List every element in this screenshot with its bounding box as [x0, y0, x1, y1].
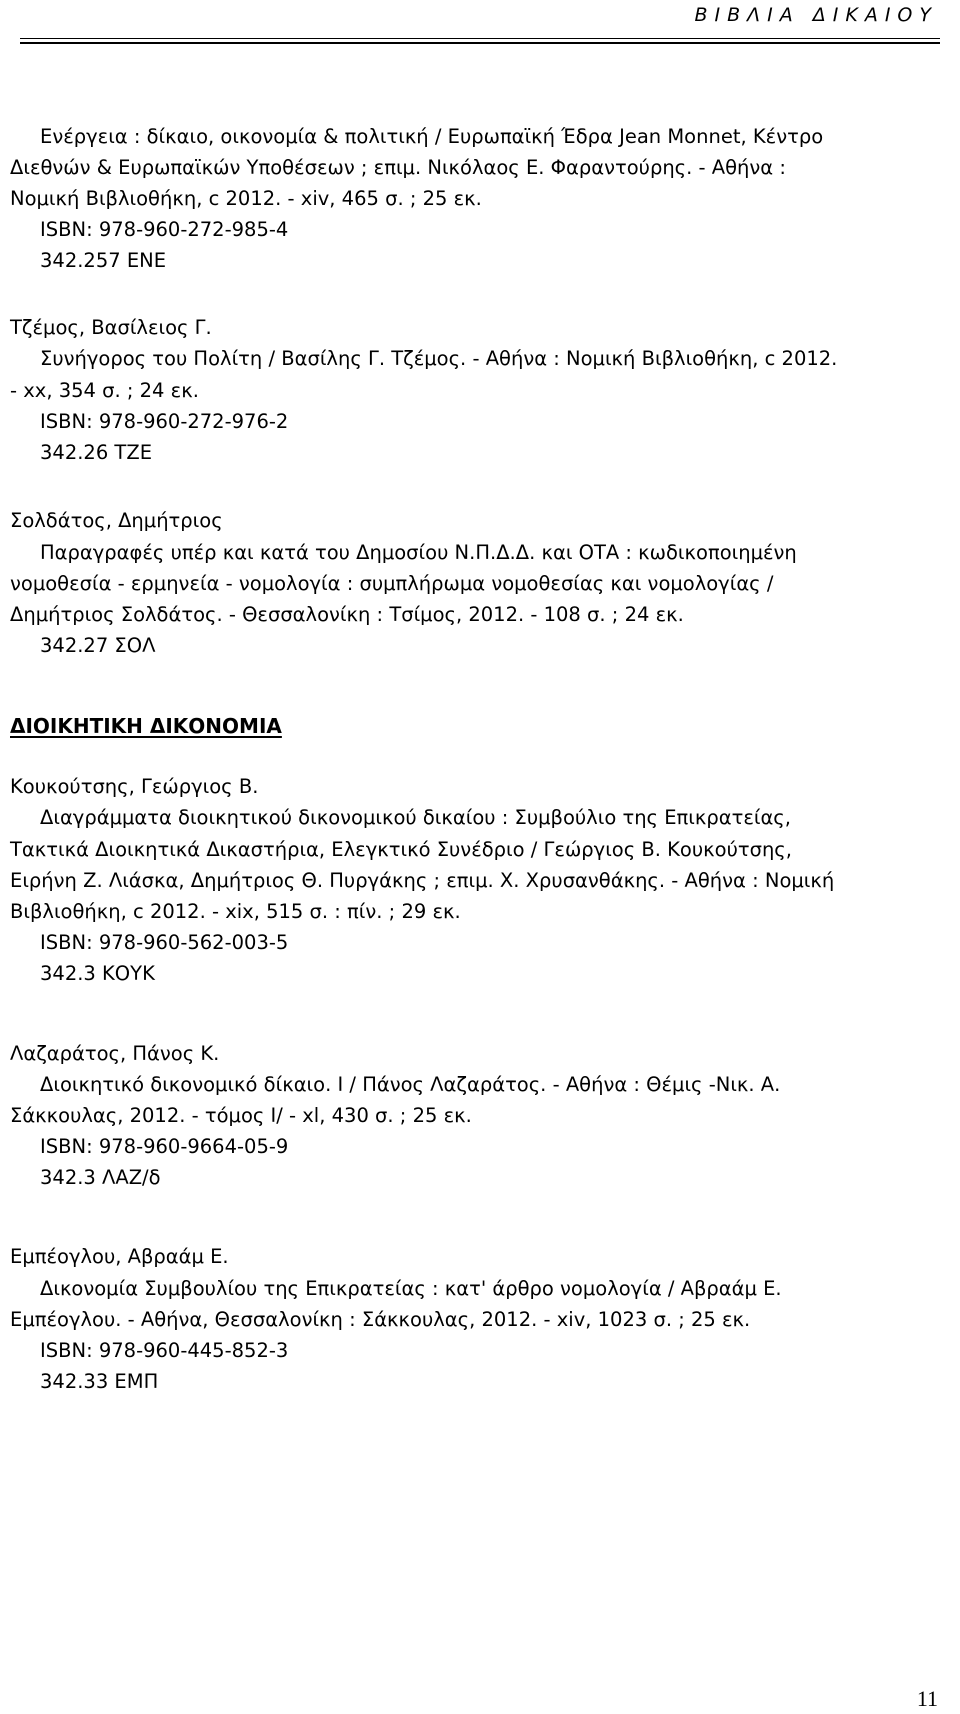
entry-isbn: ISBN: 978-960-445-852-3: [40, 1339, 289, 1362]
section-heading: ΔΙΟΙΚΗΤΙΚΗ ΔΙΚΟΝΟΜΙΑ: [10, 714, 282, 738]
entry-text-line: Παραγραφές υπέρ και κατά του Δημοσίου Ν.Π.Δ.Δ. και ΟΤΑ : κωδικοποιημένη: [40, 541, 797, 564]
entry-text-line: Ενέργεια : δίκαιο, οικονομία & πολιτική / Ευρωπαϊκή Έδρα Jean Monnet, Κέντρο: [40, 125, 824, 148]
entry-author: Τζέμος, Βασίλειος Γ.: [10, 316, 212, 339]
entry-text-line: - xx, 354 σ. ; 24 εκ.: [10, 379, 199, 402]
entry-classmark: 342.257 ΕΝΕ: [40, 249, 167, 272]
entry-text-line: Εμπέογλου. - Αθήνα, Θεσσαλονίκη : Σάκκουλας, 2012. - xiv, 1023 σ. ; 25 εκ.: [10, 1308, 751, 1331]
entry-text-line: Τακτικά Διοικητικά Δικαστήρια, Ελεγκτικό Συνέδριο / Γεώργιος Β. Κουκούτσης,: [10, 838, 792, 861]
entry-text-line: Δικονομία Συμβουλίου της Επικρατείας : κατ' άρθρο νομολογία / Αβραάμ Ε.: [40, 1277, 782, 1300]
entry-text-line: Ειρήνη Ζ. Λιάσκα, Δημήτριος Θ. Πυργάκης ; επιμ. Χ. Χρυσανθάκης. - Αθήνα : Νομική: [10, 869, 835, 892]
entry-classmark: 342.33 ΕΜΠ: [40, 1370, 159, 1393]
running-header-title: ΒΙΒΛΙΑ ΔΙΚΑΙΟΥ: [694, 4, 938, 26]
entry-classmark: 342.26 ΤΖΕ: [40, 441, 153, 464]
entry-classmark: 342.27 ΣΟΛ: [40, 634, 156, 657]
entry-text-line: Διοικητικό δικονομικό δίκαιο. Ι / Πάνος Λαζαράτος. - Αθήνα : Θέμις -Νικ. Α.: [40, 1073, 781, 1096]
entry-author: Λαζαράτος, Πάνος Κ.: [10, 1042, 220, 1065]
entry-isbn: ISBN: 978-960-562-003-5: [40, 931, 289, 954]
entry-isbn: ISBN: 978-960-9664-05-9: [40, 1135, 289, 1158]
header-rule-thick: [20, 42, 940, 44]
header-rule-thin: [20, 38, 940, 39]
entry-text-line: Νομική Βιβλιοθήκη, c 2012. - xiv, 465 σ. ; 25 εκ.: [10, 187, 482, 210]
entry-classmark: 342.3 ΚΟΥΚ: [40, 962, 155, 985]
entry-isbn: ISBN: 978-960-272-985-4: [40, 218, 289, 241]
entry-text-line: Συνήγορος του Πολίτη / Βασίλης Γ. Τζέμος. - Αθήνα : Νομική Βιβλιοθήκη, c 2012.: [40, 347, 838, 370]
entry-text-line: Διεθνών & Ευρωπαϊκών Υποθέσεων ; επιμ. Νικόλαος Ε. Φαραντούρης. - Αθήνα :: [10, 156, 786, 179]
entry-text-line: νομοθεσία - ερμηνεία - νομολογία : συμπλήρωμα νομοθεσίας και νομολογίας /: [10, 572, 774, 595]
entry-text-line: Βιβλιοθήκη, c 2012. - xix, 515 σ. : πίν. ; 29 εκ.: [10, 900, 461, 923]
page-number: 11: [916, 1686, 938, 1711]
entry-isbn: ISBN: 978-960-272-976-2: [40, 410, 289, 433]
entry-author: Σολδάτος, Δημήτριος: [10, 509, 223, 532]
entry-text-line: Σάκκουλας, 2012. - τόμος Ι/ - xl, 430 σ. ; 25 εκ.: [10, 1104, 472, 1127]
entry-classmark: 342.3 ΛΑΖ/δ: [40, 1166, 161, 1189]
entry-text-line: Δημήτριος Σολδάτος. - Θεσσαλονίκη : Τσίμος, 2012. - 108 σ. ; 24 εκ.: [10, 603, 684, 626]
entry-author: Εμπέογλου, Αβραάμ Ε.: [10, 1245, 229, 1268]
entry-text-line: Διαγράμματα διοικητικού δικονομικού δικαίου : Συμβούλιο της Επικρατείας,: [40, 806, 791, 829]
entry-author: Κουκούτσης, Γεώργιος Β.: [10, 775, 259, 798]
